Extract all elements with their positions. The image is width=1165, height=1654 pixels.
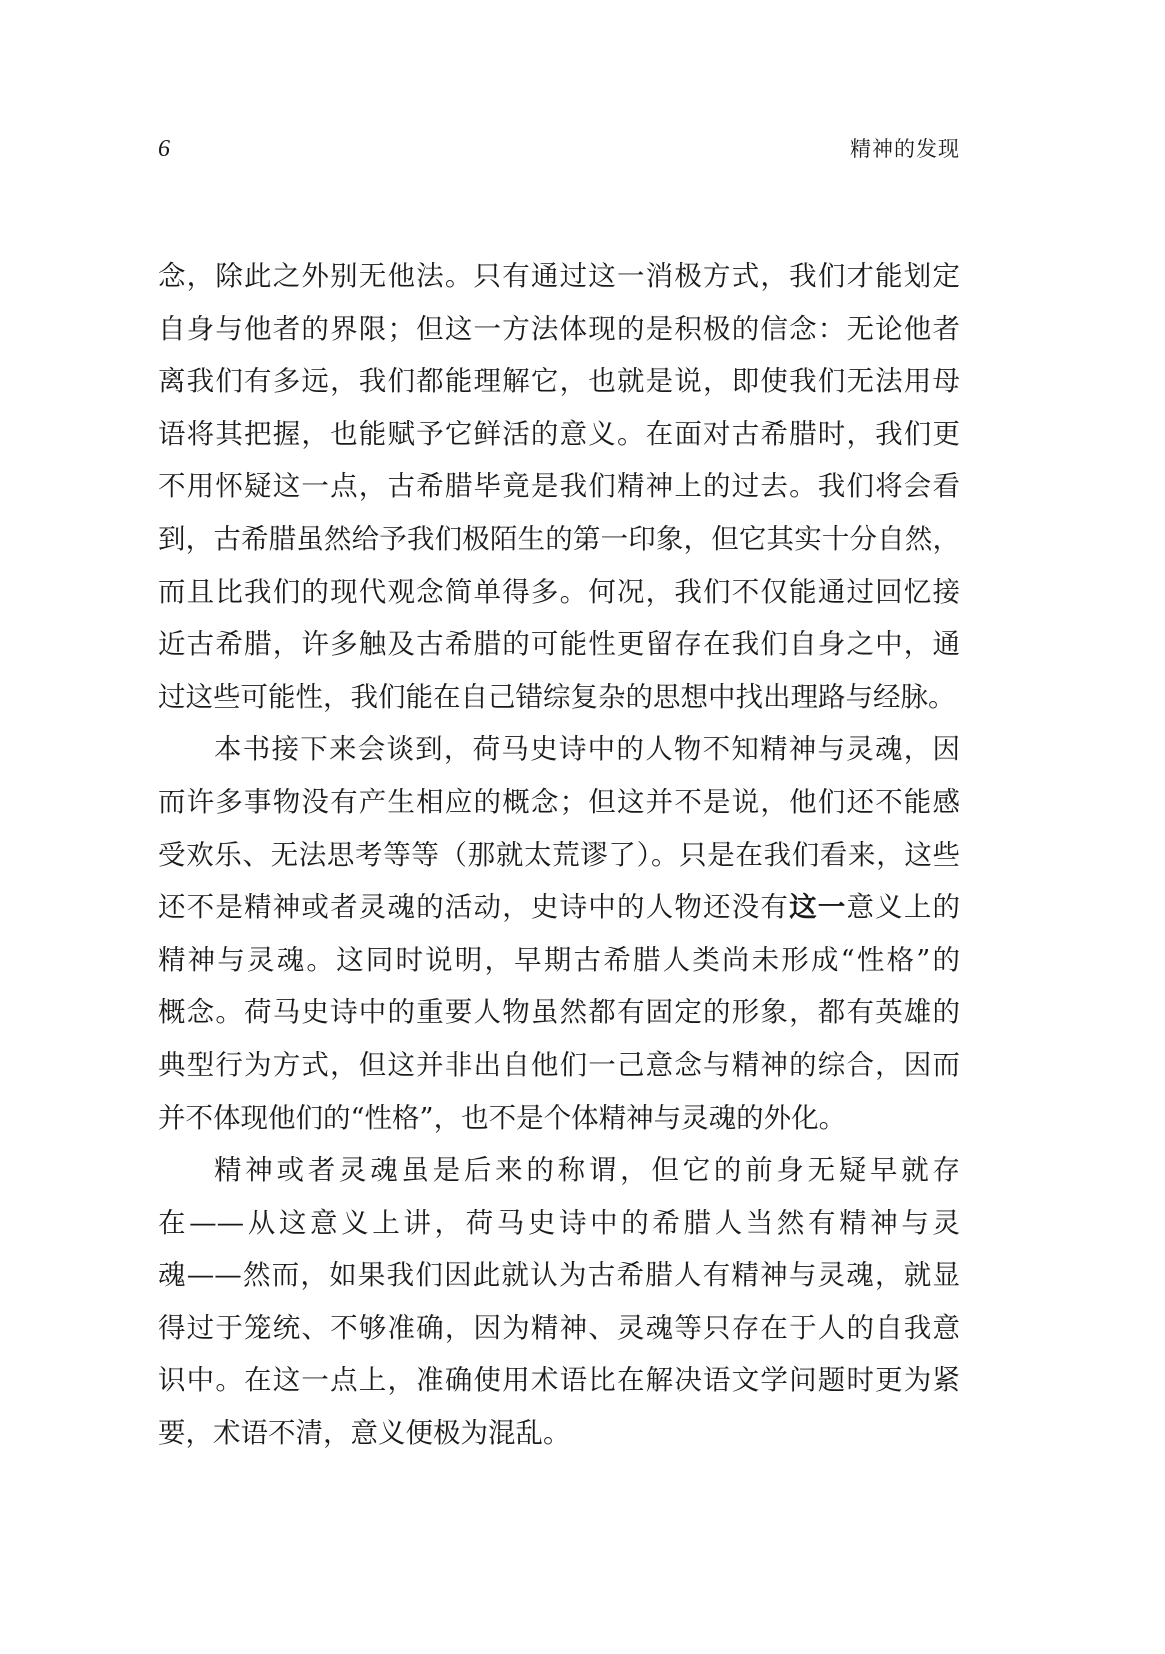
text-run: 还不是精神或者灵魂的活动，史诗中的人物还没有 [158,891,790,924]
page-number: 6 [158,136,170,162]
text-line: 概念。荷马史诗中的重要人物虽然都有固定的形象，都有英雄的 [158,996,960,1029]
text-line [158,881,960,934]
text-line: 在——从这意义上讲，荷马史诗中的希腊人当然有精神与灵 [158,1206,960,1239]
text-line: 精神与灵魂。这同时说明，早期古希腊人类尚未形成“性格”的 [158,943,960,976]
text-line: 到，古希腊虽然给予我们极陌生的第一印象，但它其实十分自然， [158,522,960,555]
text-run: 意义上的 [846,891,961,924]
paragraph [158,723,960,1144]
body-text [158,250,960,1460]
text-line: 自身与他者的界限；但这一方法体现的是积极的信念：无论他者 [158,312,960,345]
paragraph [158,250,960,723]
emphasized-text: 这一 [789,891,847,924]
text-line: 语将其把握，也能赋予它鲜活的意义。在面对古希腊时，我们更 [158,417,960,450]
text-line: 典型行为方式，但这并非出自他们一己意念与精神的综合，因而 [158,1048,960,1081]
paragraph [158,1144,960,1460]
text-line: 近古希腊，许多触及古希腊的可能性更留存在我们自身之中，通 [158,628,960,661]
text-line: 而且比我们的现代观念简单得多。何况，我们不仅能通过回忆接 [158,575,960,608]
text-line: 不用怀疑这一点，古希腊毕竟是我们精神上的过去。我们将会看 [158,470,960,503]
running-head [158,132,960,168]
text-line: 魂——然而，如果我们因此就认为古希腊人有精神与灵魂，就显 [158,1259,960,1292]
text-line: 离我们有多远，我们都能理解它，也就是说，即使我们无法用母 [158,365,960,398]
text-line: 而许多事物没有产生相应的概念；但这并不是说，他们还不能感 [158,785,960,818]
text-line: 并不体现他们的“性格”，也不是个体精神与灵魂的外化。 [158,1101,847,1134]
text-line: 念，除此之外别无他法。只有通过这一消极方式，我们才能划定 [158,260,960,292]
text-line: 本书接下来会谈到，荷马史诗中的人物不知精神与灵魂，因 [214,733,960,766]
book-title: 精神的发现 [850,137,960,161]
text-line: 要，术语不清，意义便极为混乱。 [158,1417,571,1450]
text-line: 受欢乐、无法思考等等（那就太荒谬了）。只是在我们看来，这些 [158,838,960,871]
text-line: 精神或者灵魂虽是后来的称谓，但它的前身无疑早就存 [214,1154,960,1187]
text-line: 过这些可能性，我们能在自己错综复杂的思想中找出理路与经脉。 [158,680,956,713]
text-line: 得过于笼统、不够准确，因为精神、灵魂等只存在于人的自我意 [158,1311,960,1344]
text-line: 识中。在这一点上，准确使用术语比在解决语文学问题时更为紧 [158,1364,960,1397]
